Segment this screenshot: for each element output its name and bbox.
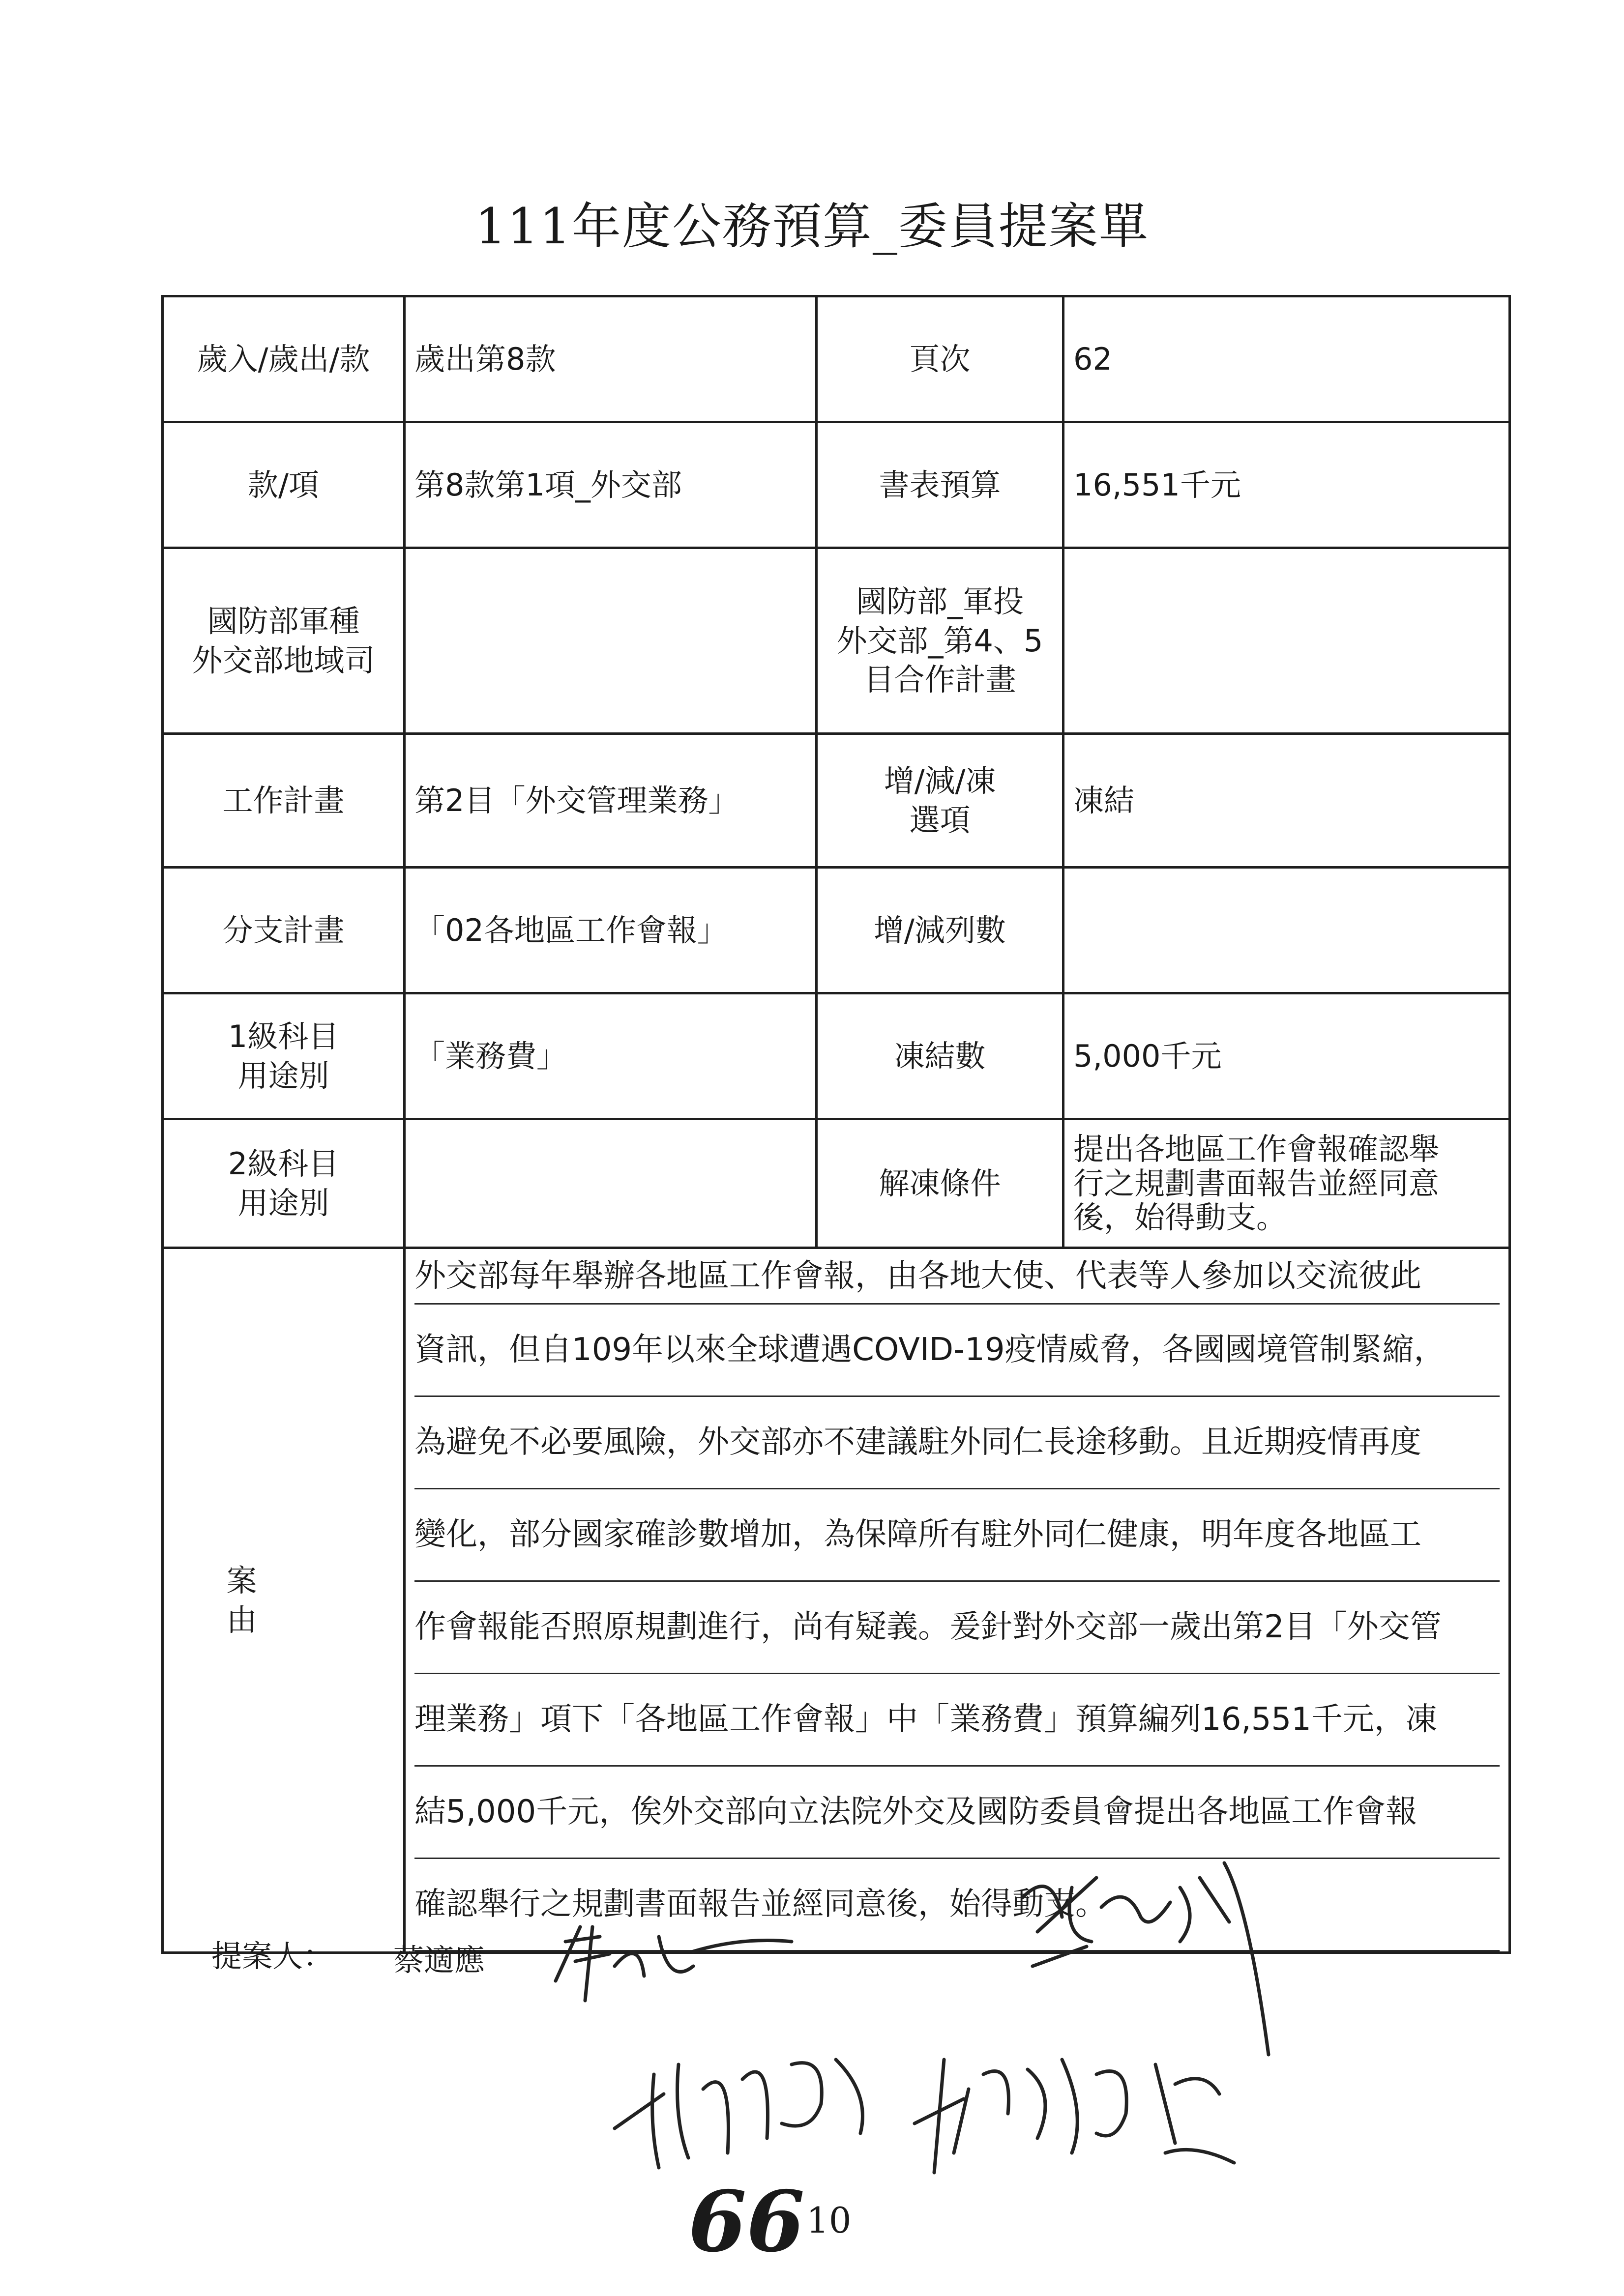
field-value-line: 提出各地區工作會報確認舉 bbox=[1073, 1131, 1440, 1167]
table-row bbox=[163, 1248, 1510, 1953]
page-handwritten-number: 66 bbox=[688, 2173, 805, 2271]
page-number: 10 bbox=[806, 2200, 852, 2241]
field-value bbox=[1063, 1119, 1510, 1248]
field-label-line: 用途別 bbox=[237, 1185, 329, 1221]
field-value: 5,000千元 bbox=[1063, 993, 1510, 1119]
field-label: 書表預算 bbox=[817, 422, 1063, 548]
reason-label: 案由 bbox=[163, 1248, 405, 1953]
reason-line: 變化，部分國家確診數增加，為保障所有駐外同仁健康，明年度各地區工 bbox=[414, 1489, 1500, 1582]
field-value bbox=[405, 1119, 817, 1248]
field-value: 第2目「外交管理業務」 bbox=[405, 734, 817, 868]
signature-4 bbox=[900, 2015, 1244, 2182]
reason-line: 理業務」項下「各地區工作會報」中「業務費」預算編列16,551千元，凍 bbox=[414, 1674, 1500, 1767]
field-label-line: 外交部_第4、5 bbox=[836, 622, 1043, 659]
field-value: 16,551千元 bbox=[1063, 422, 1510, 548]
proposer-name: 蔡適應 bbox=[393, 1942, 485, 1978]
field-label bbox=[817, 548, 1063, 734]
table-row bbox=[163, 548, 1510, 734]
field-label bbox=[163, 993, 405, 1119]
reason-line: 結5,000千元，俟外交部向立法院外交及國防委員會提出各地區工作會報 bbox=[414, 1767, 1500, 1859]
table-row bbox=[163, 422, 1510, 548]
field-value: 凍結 bbox=[1063, 734, 1510, 868]
field-label: 歲入/歲出/款 bbox=[163, 296, 405, 422]
field-value-line: 後，始得動支。 bbox=[1073, 1199, 1287, 1236]
reason-line: 外交部每年舉辦各地區工作會報，由各地大使、代表等人參加以交流彼此 bbox=[414, 1249, 1500, 1305]
field-label-line: 用途別 bbox=[237, 1057, 329, 1094]
signature-3 bbox=[605, 2015, 900, 2182]
table-row bbox=[163, 993, 1510, 1119]
field-value: 第8款第1項_外交部 bbox=[405, 422, 817, 548]
proposal-form-table bbox=[161, 295, 1511, 1954]
field-label-line: 目合作計畫 bbox=[863, 662, 1016, 698]
signature-1 bbox=[546, 1907, 801, 2010]
field-label: 凍結數 bbox=[817, 993, 1063, 1119]
field-value-line: 行之規劃書面報告並經同意 bbox=[1073, 1165, 1440, 1201]
field-label: 頁次 bbox=[817, 296, 1063, 422]
field-value bbox=[1063, 548, 1510, 734]
table-row bbox=[163, 734, 1510, 868]
table-row bbox=[163, 296, 1510, 422]
reason-text-block bbox=[405, 1248, 1510, 1953]
field-label-line: 外交部地域司 bbox=[192, 642, 375, 678]
field-label bbox=[163, 1119, 405, 1248]
reason-line: 資訊，但自109年以來全球遭遇COVID-19疫情威脅，各國國境管制緊縮， bbox=[414, 1305, 1500, 1397]
document-title: 111年度公務預算_委員提案單 bbox=[475, 198, 1149, 255]
field-value bbox=[405, 548, 817, 734]
reason-line: 確認舉行之規劃書面報告並經同意後，始得動支。 bbox=[414, 1859, 1500, 1951]
table-row bbox=[163, 1119, 1510, 1248]
field-value: 62 bbox=[1063, 296, 1510, 422]
field-label: 增/減列數 bbox=[817, 868, 1063, 993]
proposer-label: 提案人： bbox=[211, 1938, 334, 1974]
field-label bbox=[817, 734, 1063, 868]
field-label bbox=[163, 548, 405, 734]
table-row bbox=[163, 868, 1510, 993]
field-label: 解凍條件 bbox=[817, 1119, 1063, 1248]
field-label: 工作計畫 bbox=[163, 734, 405, 868]
field-value: 歲出第8款 bbox=[405, 296, 817, 422]
field-value: 「業務費」 bbox=[405, 993, 817, 1119]
reason-line: 作會報能否照原規劃進行，尚有疑義。爰針對外交部一歲出第2目「外交管 bbox=[414, 1582, 1500, 1674]
field-label: 款/項 bbox=[163, 422, 405, 548]
field-value bbox=[1063, 868, 1510, 993]
field-label-line: 1級科目 bbox=[228, 1018, 339, 1055]
field-label-line: 國防部軍種 bbox=[207, 603, 360, 639]
field-label-line: 2級科目 bbox=[228, 1146, 339, 1182]
field-label: 分支計畫 bbox=[163, 868, 405, 993]
field-label-line: 國防部_軍投 bbox=[856, 583, 1024, 620]
field-value: 「02各地區工作會報」 bbox=[405, 868, 817, 993]
field-label-line: 選項 bbox=[909, 802, 971, 838]
reason-line: 為避免不必要風險，外交部亦不建議駐外同仁長途移動。且近期疫情再度 bbox=[414, 1397, 1500, 1489]
field-label-line: 增/減/凍 bbox=[884, 763, 996, 799]
